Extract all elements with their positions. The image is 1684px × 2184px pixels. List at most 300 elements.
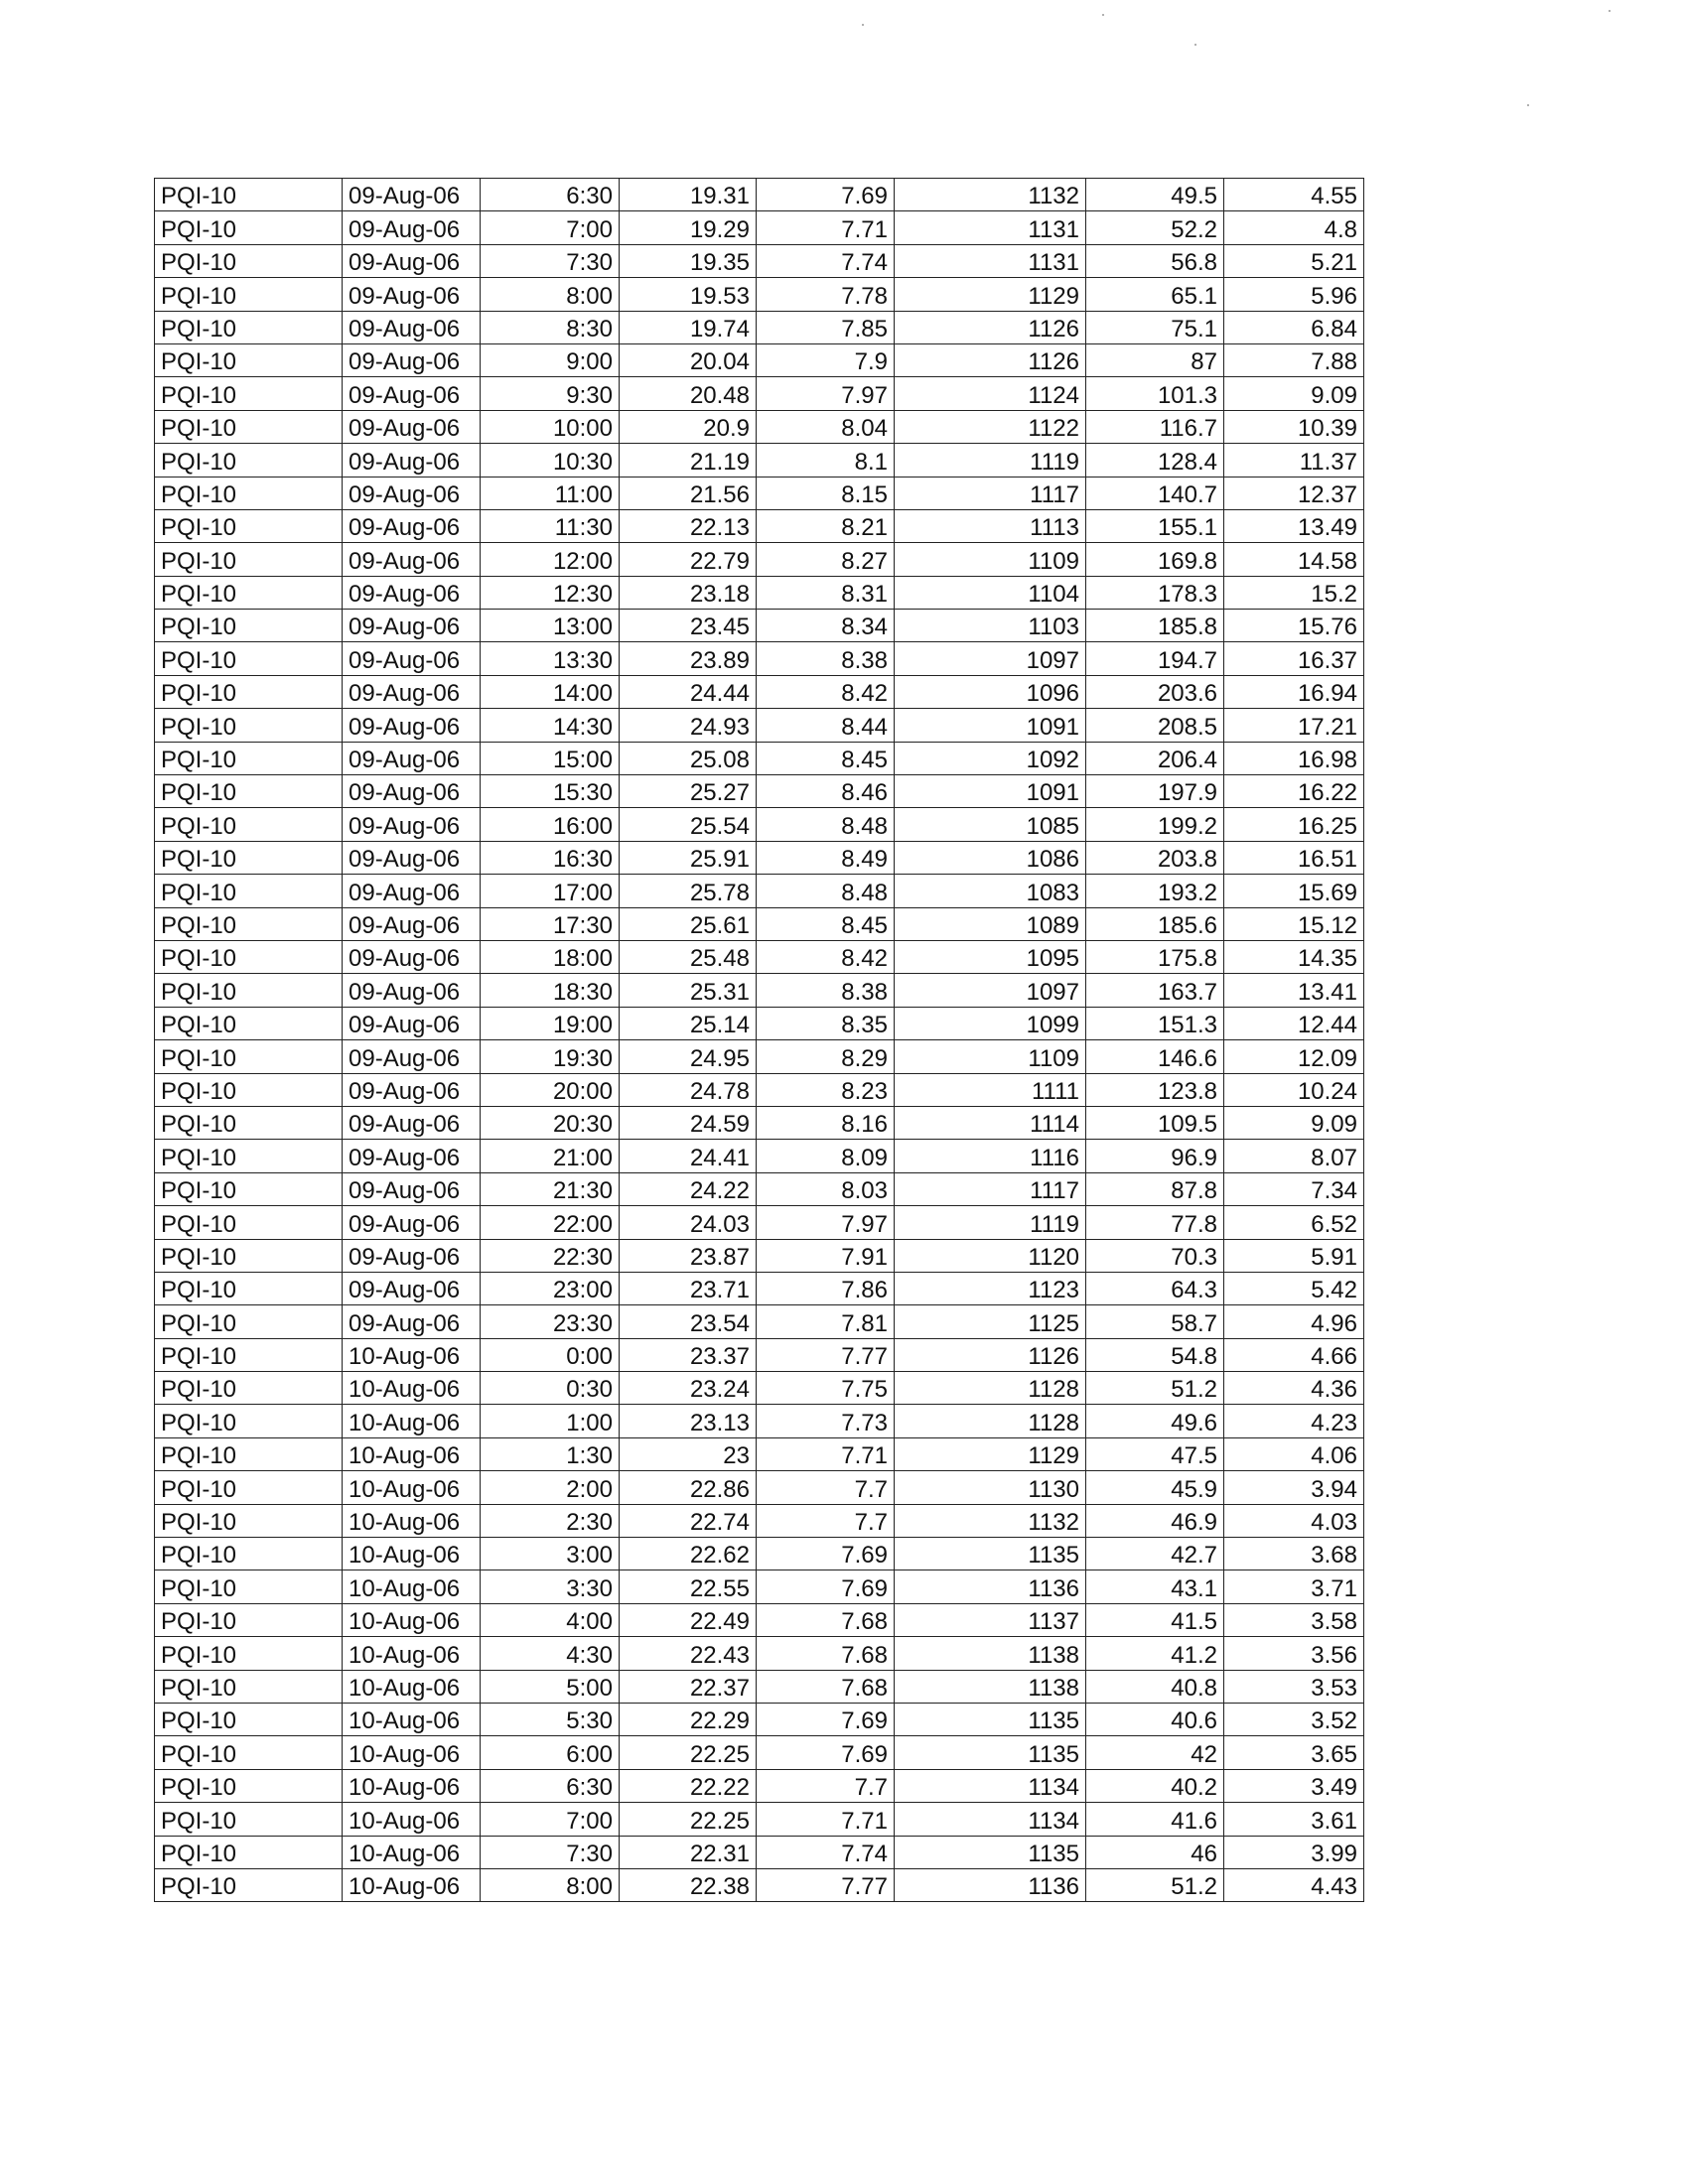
table-cell-col4: 19.53	[620, 278, 757, 311]
table-cell-col7: 185.6	[1086, 907, 1224, 940]
table-row	[155, 576, 1364, 609]
table-cell-col7: 54.8	[1086, 1338, 1224, 1371]
table-cell-col7: 101.3	[1086, 377, 1224, 410]
table-cell-time: 20:30	[481, 1106, 620, 1139]
table-cell-col6: 1138	[895, 1637, 1086, 1670]
table-cell-time: 21:30	[481, 1172, 620, 1205]
table-row	[155, 808, 1364, 841]
table-cell-col4: 23.37	[620, 1338, 757, 1371]
table-cell-time: 15:00	[481, 742, 620, 774]
table-cell-station: PQI-10	[155, 642, 343, 675]
table-cell-col7: 123.8	[1086, 1073, 1224, 1106]
table-row	[155, 642, 1364, 675]
table-cell-col6: 1134	[895, 1769, 1086, 1802]
table-cell-col6: 1085	[895, 808, 1086, 841]
table-cell-col4: 21.19	[620, 444, 757, 477]
table-cell-col8: 12.09	[1224, 1040, 1364, 1073]
table-cell-date: 09-Aug-06	[343, 1305, 481, 1338]
table-cell-date: 09-Aug-06	[343, 1007, 481, 1039]
table-row	[155, 775, 1364, 808]
table-cell-col6: 1126	[895, 343, 1086, 376]
table-cell-station: PQI-10	[155, 244, 343, 277]
table-cell-col5: 7.69	[757, 1538, 895, 1570]
table-cell-col6: 1124	[895, 377, 1086, 410]
table-cell-col7: 194.7	[1086, 642, 1224, 675]
table-cell-col5: 7.71	[757, 211, 895, 244]
table-cell-time: 6:30	[481, 1769, 620, 1802]
table-cell-col5: 7.68	[757, 1670, 895, 1703]
table-cell-time: 17:00	[481, 875, 620, 907]
table-cell-col4: 23.24	[620, 1372, 757, 1405]
table-cell-col7: 87.8	[1086, 1172, 1224, 1205]
table-cell-col6: 1128	[895, 1405, 1086, 1437]
table-row	[155, 1007, 1364, 1039]
table-cell-col6: 1086	[895, 841, 1086, 874]
table-cell-time: 9:00	[481, 343, 620, 376]
table-cell-col7: 203.6	[1086, 675, 1224, 708]
table-cell-time: 11:00	[481, 477, 620, 509]
table-row	[155, 875, 1364, 907]
table-cell-col4: 22.31	[620, 1836, 757, 1868]
table-cell-time: 23:00	[481, 1272, 620, 1304]
table-cell-col8: 5.91	[1224, 1239, 1364, 1272]
table-cell-col7: 155.1	[1086, 509, 1224, 542]
table-cell-col8: 4.55	[1224, 179, 1364, 211]
table-cell-date: 09-Aug-06	[343, 1206, 481, 1239]
table-row	[155, 1106, 1364, 1139]
table-cell-col4: 23.54	[620, 1305, 757, 1338]
table-cell-col8: 3.94	[1224, 1471, 1364, 1504]
table-cell-col7: 203.8	[1086, 841, 1224, 874]
table-cell-col8: 3.53	[1224, 1670, 1364, 1703]
table-cell-station: PQI-10	[155, 841, 343, 874]
table-cell-col4: 22.74	[620, 1504, 757, 1537]
table-row	[155, 1040, 1364, 1073]
table-cell-date: 09-Aug-06	[343, 709, 481, 742]
table-cell-col8: 3.65	[1224, 1736, 1364, 1769]
table-cell-col5: 7.78	[757, 278, 895, 311]
table-cell-col7: 49.5	[1086, 179, 1224, 211]
table-row	[155, 543, 1364, 576]
table-cell-date: 10-Aug-06	[343, 1570, 481, 1603]
table-cell-col7: 175.8	[1086, 940, 1224, 973]
table-cell-col8: 10.39	[1224, 410, 1364, 443]
table-cell-col6: 1095	[895, 940, 1086, 973]
table-cell-col6: 1126	[895, 311, 1086, 343]
table-cell-station: PQI-10	[155, 1570, 343, 1603]
table-cell-station: PQI-10	[155, 709, 343, 742]
table-cell-date: 09-Aug-06	[343, 775, 481, 808]
table-cell-col7: 185.8	[1086, 610, 1224, 642]
table-cell-col5: 7.77	[757, 1868, 895, 1901]
table-row	[155, 1637, 1364, 1670]
table-cell-time: 7:30	[481, 244, 620, 277]
table-cell-time: 8:00	[481, 278, 620, 311]
table-cell-col5: 7.97	[757, 377, 895, 410]
table-cell-station: PQI-10	[155, 1040, 343, 1073]
table-cell-date: 10-Aug-06	[343, 1437, 481, 1470]
table-cell-station: PQI-10	[155, 974, 343, 1007]
table-cell-col4: 22.25	[620, 1803, 757, 1836]
table-cell-date: 09-Aug-06	[343, 907, 481, 940]
table-cell-station: PQI-10	[155, 1736, 343, 1769]
table-cell-col7: 197.9	[1086, 775, 1224, 808]
table-cell-col8: 4.96	[1224, 1305, 1364, 1338]
table-row	[155, 211, 1364, 244]
table-cell-col8: 5.42	[1224, 1272, 1364, 1304]
table-cell-col4: 22.22	[620, 1769, 757, 1802]
table-body	[155, 179, 1364, 1902]
table-cell-time: 4:30	[481, 1637, 620, 1670]
table-cell-col4: 22.13	[620, 509, 757, 542]
table-cell-col5: 7.97	[757, 1206, 895, 1239]
table-cell-date: 09-Aug-06	[343, 742, 481, 774]
table-cell-col6: 1129	[895, 278, 1086, 311]
table-cell-col4: 25.14	[620, 1007, 757, 1039]
table-cell-col8: 4.43	[1224, 1868, 1364, 1901]
table-cell-date: 10-Aug-06	[343, 1637, 481, 1670]
table-row	[155, 1140, 1364, 1172]
table-cell-station: PQI-10	[155, 1603, 343, 1636]
table-cell-col5: 7.85	[757, 311, 895, 343]
table-cell-col5: 8.31	[757, 576, 895, 609]
table-cell-col5: 8.35	[757, 1007, 895, 1039]
table-cell-col6: 1130	[895, 1471, 1086, 1504]
table-row	[155, 1736, 1364, 1769]
table-cell-col4: 22.37	[620, 1670, 757, 1703]
table-row	[155, 940, 1364, 973]
table-cell-col7: 52.2	[1086, 211, 1224, 244]
table-cell-col6: 1135	[895, 1538, 1086, 1570]
table-cell-col8: 15.69	[1224, 875, 1364, 907]
table-cell-col5: 8.38	[757, 642, 895, 675]
table-cell-time: 7:30	[481, 1836, 620, 1868]
table-cell-col5: 8.38	[757, 974, 895, 1007]
table-cell-time: 19:30	[481, 1040, 620, 1073]
table-cell-col8: 3.68	[1224, 1538, 1364, 1570]
table-cell-col5: 7.81	[757, 1305, 895, 1338]
table-cell-col4: 23.89	[620, 642, 757, 675]
table-cell-col8: 4.36	[1224, 1372, 1364, 1405]
table-cell-station: PQI-10	[155, 1538, 343, 1570]
table-cell-col4: 22.62	[620, 1538, 757, 1570]
table-cell-col8: 12.44	[1224, 1007, 1364, 1039]
table-cell-col6: 1135	[895, 1836, 1086, 1868]
table-cell-col4: 19.35	[620, 244, 757, 277]
table-cell-col7: 41.5	[1086, 1603, 1224, 1636]
table-cell-col4: 23.13	[620, 1405, 757, 1437]
table-cell-col7: 193.2	[1086, 875, 1224, 907]
table-cell-date: 09-Aug-06	[343, 211, 481, 244]
table-cell-col4: 24.78	[620, 1073, 757, 1106]
table-cell-col8: 3.58	[1224, 1603, 1364, 1636]
table-cell-col8: 5.96	[1224, 278, 1364, 311]
table-cell-col6: 1136	[895, 1570, 1086, 1603]
table-cell-col7: 96.9	[1086, 1140, 1224, 1172]
table-cell-col7: 46.9	[1086, 1504, 1224, 1537]
table-cell-col6: 1137	[895, 1603, 1086, 1636]
table-cell-station: PQI-10	[155, 1140, 343, 1172]
table-row	[155, 610, 1364, 642]
table-cell-col7: 58.7	[1086, 1305, 1224, 1338]
table-cell-col4: 19.31	[620, 179, 757, 211]
table-cell-col7: 42	[1086, 1736, 1224, 1769]
table-cell-col6: 1135	[895, 1736, 1086, 1769]
table-row	[155, 675, 1364, 708]
table-cell-col7: 146.6	[1086, 1040, 1224, 1073]
table-cell-col6: 1096	[895, 675, 1086, 708]
table-cell-col7: 208.5	[1086, 709, 1224, 742]
table-cell-time: 19:00	[481, 1007, 620, 1039]
table-cell-col6: 1134	[895, 1803, 1086, 1836]
table-cell-col7: 178.3	[1086, 576, 1224, 609]
table-cell-date: 10-Aug-06	[343, 1603, 481, 1636]
table-cell-col5: 7.74	[757, 244, 895, 277]
table-row	[155, 742, 1364, 774]
table-cell-col6: 1119	[895, 444, 1086, 477]
table-row	[155, 1338, 1364, 1371]
table-cell-col4: 25.91	[620, 841, 757, 874]
table-cell-date: 10-Aug-06	[343, 1703, 481, 1735]
table-cell-time: 1:30	[481, 1437, 620, 1470]
table-cell-col7: 43.1	[1086, 1570, 1224, 1603]
table-row	[155, 377, 1364, 410]
table-cell-station: PQI-10	[155, 1803, 343, 1836]
table-cell-col8: 3.99	[1224, 1836, 1364, 1868]
table-cell-col7: 75.1	[1086, 311, 1224, 343]
table-cell-col4: 24.44	[620, 675, 757, 708]
table-cell-time: 7:00	[481, 1803, 620, 1836]
table-cell-date: 10-Aug-06	[343, 1471, 481, 1504]
table-row	[155, 974, 1364, 1007]
table-cell-col5: 7.7	[757, 1504, 895, 1537]
table-row	[155, 1172, 1364, 1205]
table-cell-station: PQI-10	[155, 1504, 343, 1537]
table-cell-col4: 19.29	[620, 211, 757, 244]
table-cell-col4: 22.29	[620, 1703, 757, 1735]
table-cell-col6: 1123	[895, 1272, 1086, 1304]
table-cell-col7: 151.3	[1086, 1007, 1224, 1039]
table-cell-station: PQI-10	[155, 1637, 343, 1670]
table-cell-col5: 7.69	[757, 1736, 895, 1769]
table-cell-station: PQI-10	[155, 1405, 343, 1437]
table-cell-col6: 1111	[895, 1073, 1086, 1106]
table-cell-date: 09-Aug-06	[343, 179, 481, 211]
table-cell-station: PQI-10	[155, 410, 343, 443]
table-cell-date: 10-Aug-06	[343, 1504, 481, 1537]
table-cell-col7: 40.8	[1086, 1670, 1224, 1703]
table-cell-time: 7:00	[481, 211, 620, 244]
table-cell-date: 09-Aug-06	[343, 974, 481, 1007]
table-cell-station: PQI-10	[155, 211, 343, 244]
table-cell-time: 2:00	[481, 1471, 620, 1504]
table-cell-col8: 4.06	[1224, 1437, 1364, 1470]
table-cell-col8: 4.66	[1224, 1338, 1364, 1371]
data-table	[154, 178, 1364, 1902]
table-cell-station: PQI-10	[155, 1106, 343, 1139]
table-row	[155, 1405, 1364, 1437]
table-cell-col8: 7.88	[1224, 343, 1364, 376]
table-cell-col5: 8.21	[757, 509, 895, 542]
table-cell-col5: 7.71	[757, 1437, 895, 1470]
table-cell-col6: 1113	[895, 509, 1086, 542]
table-cell-station: PQI-10	[155, 775, 343, 808]
table-cell-station: PQI-10	[155, 1338, 343, 1371]
table-cell-station: PQI-10	[155, 1007, 343, 1039]
table-cell-col4: 24.93	[620, 709, 757, 742]
table-cell-station: PQI-10	[155, 311, 343, 343]
table-cell-col5: 8.45	[757, 742, 895, 774]
table-cell-time: 4:00	[481, 1603, 620, 1636]
scan-speck	[1527, 104, 1529, 106]
scan-speck	[1102, 14, 1104, 16]
table-cell-date: 09-Aug-06	[343, 1040, 481, 1073]
table-cell-col7: 169.8	[1086, 543, 1224, 576]
table-cell-col7: 41.2	[1086, 1637, 1224, 1670]
table-cell-col6: 1120	[895, 1239, 1086, 1272]
table-cell-time: 13:00	[481, 610, 620, 642]
table-row	[155, 1603, 1364, 1636]
table-cell-station: PQI-10	[155, 1670, 343, 1703]
table-cell-station: PQI-10	[155, 179, 343, 211]
table-cell-col6: 1089	[895, 907, 1086, 940]
table-cell-time: 5:00	[481, 1670, 620, 1703]
table-cell-col8: 12.37	[1224, 477, 1364, 509]
table-cell-col8: 4.8	[1224, 211, 1364, 244]
table-cell-station: PQI-10	[155, 477, 343, 509]
table-cell-station: PQI-10	[155, 343, 343, 376]
table-cell-time: 3:30	[481, 1570, 620, 1603]
table-row	[155, 179, 1364, 211]
scan-speck	[1609, 10, 1611, 12]
table-cell-col8: 9.09	[1224, 377, 1364, 410]
table-cell-col4: 24.59	[620, 1106, 757, 1139]
table-cell-col4: 25.31	[620, 974, 757, 1007]
table-cell-col4: 22.43	[620, 1637, 757, 1670]
table-cell-station: PQI-10	[155, 509, 343, 542]
table-cell-station: PQI-10	[155, 278, 343, 311]
table-cell-col6: 1114	[895, 1106, 1086, 1139]
table-cell-time: 11:30	[481, 509, 620, 542]
table-cell-col8: 5.21	[1224, 244, 1364, 277]
table-cell-col8: 6.52	[1224, 1206, 1364, 1239]
table-cell-col6: 1109	[895, 543, 1086, 576]
table-cell-time: 13:30	[481, 642, 620, 675]
table-cell-time: 18:30	[481, 974, 620, 1007]
table-cell-col4: 24.95	[620, 1040, 757, 1073]
table-cell-date: 09-Aug-06	[343, 642, 481, 675]
table-cell-col5: 7.74	[757, 1836, 895, 1868]
table-row	[155, 278, 1364, 311]
table-cell-date: 10-Aug-06	[343, 1372, 481, 1405]
table-cell-date: 09-Aug-06	[343, 410, 481, 443]
table-cell-col4: 24.41	[620, 1140, 757, 1172]
table-cell-col5: 7.9	[757, 343, 895, 376]
table-cell-date: 09-Aug-06	[343, 477, 481, 509]
table-cell-col5: 8.48	[757, 875, 895, 907]
table-cell-col8: 14.35	[1224, 940, 1364, 973]
table-cell-col7: 49.6	[1086, 1405, 1224, 1437]
table-cell-date: 09-Aug-06	[343, 244, 481, 277]
table-cell-date: 09-Aug-06	[343, 543, 481, 576]
table-cell-station: PQI-10	[155, 1073, 343, 1106]
table-cell-col5: 8.42	[757, 940, 895, 973]
table-cell-time: 20:00	[481, 1073, 620, 1106]
table-cell-col6: 1119	[895, 1206, 1086, 1239]
table-cell-col4: 20.04	[620, 343, 757, 376]
table-cell-time: 14:30	[481, 709, 620, 742]
table-cell-station: PQI-10	[155, 1437, 343, 1470]
table-row	[155, 709, 1364, 742]
table-cell-col6: 1131	[895, 211, 1086, 244]
table-cell-date: 09-Aug-06	[343, 311, 481, 343]
table-cell-col6: 1132	[895, 179, 1086, 211]
table-cell-time: 17:30	[481, 907, 620, 940]
table-cell-col7: 77.8	[1086, 1206, 1224, 1239]
table-cell-col7: 163.7	[1086, 974, 1224, 1007]
table-cell-col4: 23	[620, 1437, 757, 1470]
table-row	[155, 1703, 1364, 1735]
table-cell-col4: 24.22	[620, 1172, 757, 1205]
table-cell-col4: 25.48	[620, 940, 757, 973]
table-cell-date: 09-Aug-06	[343, 278, 481, 311]
table-cell-col5: 7.71	[757, 1803, 895, 1836]
table-cell-time: 12:00	[481, 543, 620, 576]
table-cell-station: PQI-10	[155, 543, 343, 576]
table-cell-col6: 1092	[895, 742, 1086, 774]
table-cell-col6: 1131	[895, 244, 1086, 277]
table-row	[155, 1437, 1364, 1470]
table-cell-col8: 3.61	[1224, 1803, 1364, 1836]
table-cell-col4: 21.56	[620, 477, 757, 509]
table-row	[155, 410, 1364, 443]
table-cell-col4: 24.03	[620, 1206, 757, 1239]
table-cell-station: PQI-10	[155, 610, 343, 642]
table-cell-date: 09-Aug-06	[343, 675, 481, 708]
table-cell-station: PQI-10	[155, 1172, 343, 1205]
table-row	[155, 907, 1364, 940]
table-cell-col5: 7.68	[757, 1603, 895, 1636]
table-cell-col7: 87	[1086, 343, 1224, 376]
table-cell-col4: 19.74	[620, 311, 757, 343]
table-cell-col4: 22.86	[620, 1471, 757, 1504]
table-cell-time: 0:30	[481, 1372, 620, 1405]
table-cell-col6: 1116	[895, 1140, 1086, 1172]
table-cell-col6: 1126	[895, 1338, 1086, 1371]
table-cell-col5: 7.77	[757, 1338, 895, 1371]
table-cell-col7: 109.5	[1086, 1106, 1224, 1139]
table-cell-time: 0:00	[481, 1338, 620, 1371]
table-cell-col8: 16.22	[1224, 775, 1364, 808]
table-cell-col8: 15.76	[1224, 610, 1364, 642]
table-cell-date: 09-Aug-06	[343, 841, 481, 874]
table-row	[155, 1570, 1364, 1603]
table-cell-col8: 10.24	[1224, 1073, 1364, 1106]
table-cell-col8: 4.23	[1224, 1405, 1364, 1437]
table-cell-col6: 1135	[895, 1703, 1086, 1735]
table-row	[155, 1670, 1364, 1703]
table-cell-col4: 25.08	[620, 742, 757, 774]
table-cell-col4: 23.45	[620, 610, 757, 642]
table-cell-station: PQI-10	[155, 742, 343, 774]
table-cell-col5: 8.1	[757, 444, 895, 477]
table-cell-col5: 8.16	[757, 1106, 895, 1139]
table-cell-date: 09-Aug-06	[343, 1106, 481, 1139]
table-row	[155, 1305, 1364, 1338]
table-cell-col8: 3.52	[1224, 1703, 1364, 1735]
table-cell-col4: 22.38	[620, 1868, 757, 1901]
table-cell-col8: 13.41	[1224, 974, 1364, 1007]
